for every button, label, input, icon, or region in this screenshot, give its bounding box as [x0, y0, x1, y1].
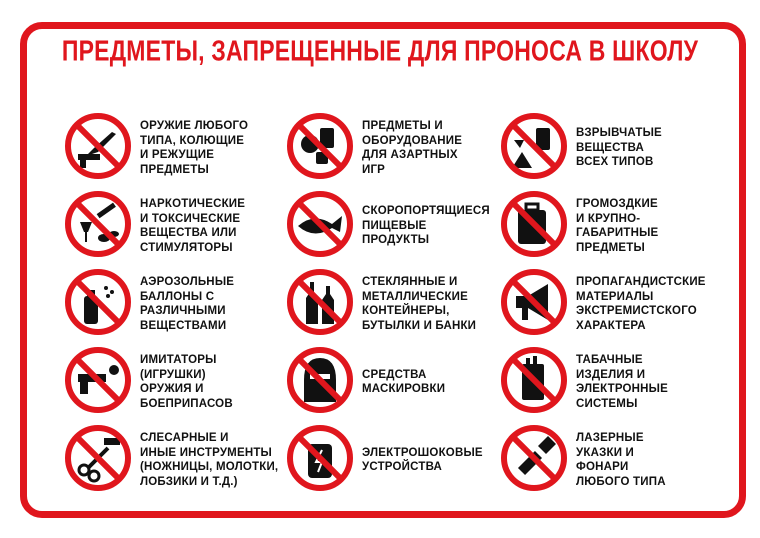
- item-label: ПРЕДМЕТЫ И ОБОРУДОВАНИЕ ДЛЯ АЗАРТНЫХ ИГР: [362, 120, 463, 176]
- item-perishables: [286, 190, 514, 262]
- item-label: ИМИТАТОРЫ (ИГРУШКИ) ОРУЖИЯ И БОЕПРИПАСОВ: [140, 354, 233, 410]
- item-label: СРЕДСТВА МАСКИРОВКИ: [362, 368, 446, 395]
- item-label: ОРУЖИЕ ЛЮБОГО ТИПА, КОЛЮЩИЕ И РЕЖУЩИЕ ПРЕДМЕТЫ: [140, 120, 249, 176]
- knife-pistol-icon: [64, 112, 132, 180]
- toy-gun-icon: [64, 346, 132, 414]
- item-aerosol: [64, 268, 292, 340]
- flashlight-icon: [500, 424, 568, 492]
- explosives-icon: [500, 112, 568, 180]
- fish-icon: [286, 190, 354, 258]
- item-tobacco: [500, 346, 728, 418]
- mask-icon: [286, 346, 354, 414]
- drugs-icon: [64, 190, 132, 258]
- item-label: ВЗРЫВЧАТЫЕ ВЕЩЕСТВА ВСЕХ ТИПОВ: [576, 127, 662, 169]
- item-label: СКОРОПОРТЯЩИЕСЯ ПИЩЕВЫЕ ПРОДУКТЫ: [362, 205, 490, 247]
- item-bulky: [500, 190, 728, 262]
- item-label: ЛАЗЕРНЫЕ УКАЗКИ И ФОНАРИ ЛЮБОГО ТИПА: [576, 432, 666, 488]
- stun-gun-icon: [286, 424, 354, 492]
- item-label: СТЕКЛЯННЫЕ И МЕТАЛЛИЧЕСКИЕ КОНТЕЙНЕРЫ, БУТЫЛКИ И БАНКИ: [362, 276, 477, 332]
- item-toy-weapons: [64, 346, 292, 418]
- item-label: ЭЛЕКТРОШОКОВЫЕ УСТРОЙСТВА: [362, 446, 483, 473]
- item-lasers: [500, 424, 728, 496]
- item-tools: [64, 424, 292, 496]
- gambling-icon: [286, 112, 354, 180]
- cigarettes-icon: [500, 346, 568, 414]
- item-label: ТАБАЧНЫЕ ИЗДЕЛИЯ И ЭЛЕКТРОННЫЕ СИСТЕМЫ: [576, 354, 669, 410]
- megaphone-icon: [500, 268, 568, 336]
- item-propaganda: [500, 268, 728, 340]
- item-explosives: [500, 112, 728, 184]
- item-label: АЭРОЗОЛЬНЫЕ БАЛЛОНЫ С РАЗЛИЧНЫМИ ВЕЩЕСТВАМИ: [140, 276, 235, 332]
- item-label: СЛЕСАРНЫЕ И ИНЫЕ ИНСТРУМЕНТЫ (НОЖНИЦЫ, МОЛОТКИ, ЛОБЗИКИ И Т.Д.): [140, 432, 279, 488]
- item-label: ГРОМОЗДКИЕ И КРУПНО- ГАБАРИТНЫЕ ПРЕДМЕТЫ: [576, 198, 659, 254]
- item-masks: [286, 346, 514, 418]
- aerosol-icon: [64, 268, 132, 336]
- item-label: НАРКОТИЧЕСКИЕ И ТОКСИЧЕСКИЕ ВЕЩЕСТВА ИЛИ СТИМУЛЯТОРЫ: [140, 198, 246, 254]
- item-containers: [286, 268, 514, 340]
- item-weapons: [64, 112, 292, 184]
- item-stun-guns: [286, 424, 514, 496]
- item-drugs: [64, 190, 292, 262]
- item-label: ПРОПАГАНДИСТСКИЕ МАТЕРИАЛЫ ЭКСТРЕМИСТСКОГО ХАРАКТЕРА: [576, 276, 706, 332]
- poster-title: ПРЕДМЕТЫ, ЗАПРЕЩЕННЫЕ ДЛЯ ПРОНОСА В ШКОЛУ: [61, 34, 699, 67]
- suitcase-icon: [500, 190, 568, 258]
- tools-icon: [64, 424, 132, 492]
- item-gambling: [286, 112, 514, 184]
- bottles-icon: [286, 268, 354, 336]
